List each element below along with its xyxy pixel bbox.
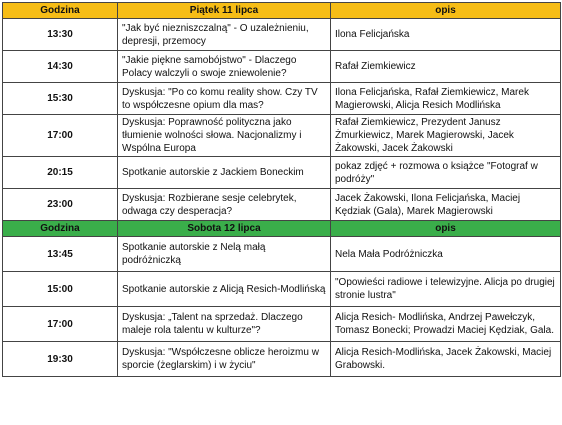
- day-saturday-section: [3, 221, 561, 377]
- header-day-title: Sobota 12 lipca: [118, 221, 331, 237]
- row-time: 15:00: [3, 272, 118, 307]
- table-row: [3, 115, 561, 157]
- row-event: Dyskusja: „Talent na sprzedaż. Dlaczego maleje rola talentu w kulturze"?: [118, 307, 331, 342]
- row-description: Alicja Resich- Modlińska, Andrzej Pawełczyk, Tomasz Bonecki; Prowadzi Maciej Kędziak, Gala.: [331, 307, 561, 342]
- row-event: Dyskusja: "Po co komu reality show. Czy TV to współczesne opium dla mas?: [118, 83, 331, 115]
- table-row: [3, 189, 561, 221]
- header-time: Godzina: [3, 221, 118, 237]
- day-friday-section: [3, 3, 561, 221]
- row-description: Ilona Felicjańska, Rafał Ziemkiewicz, Marek Magierowski, Alicja Resich Modlińska: [331, 83, 561, 115]
- table-header-row: [3, 3, 561, 19]
- row-description: Rafał Ziemkiewicz: [331, 51, 561, 83]
- header-day-title: Piątek 11 lipca: [118, 3, 331, 19]
- table-header-row: [3, 221, 561, 237]
- header-time: Godzina: [3, 3, 118, 19]
- schedule-table: [2, 2, 561, 377]
- table-row: [3, 19, 561, 51]
- row-time: 20:15: [3, 157, 118, 189]
- row-time: 15:30: [3, 83, 118, 115]
- row-time: 14:30: [3, 51, 118, 83]
- row-event: Spotkanie autorskie z Nelą małą podróżniczką: [118, 237, 331, 272]
- row-time: 19:30: [3, 342, 118, 377]
- row-time: 17:00: [3, 307, 118, 342]
- header-description: opis: [331, 221, 561, 237]
- row-event: Spotkanie autorskie z Jackiem Boneckim: [118, 157, 331, 189]
- table-row: [3, 272, 561, 307]
- row-time: 13:30: [3, 19, 118, 51]
- row-event: "Jak być niezniszczalną" - O uzależnieniu, depresji, przemocy: [118, 19, 331, 51]
- table-row: [3, 157, 561, 189]
- header-description: opis: [331, 3, 561, 19]
- table-row: [3, 342, 561, 377]
- row-description: Alicja Resich-Modlińska, Jacek Żakowski, Maciej Grabowski.: [331, 342, 561, 377]
- row-description: pokaz zdjęć + rozmowa o książce "Fotograf w podróży": [331, 157, 561, 189]
- row-event: Spotkanie autorskie z Alicją Resich-Modlińską: [118, 272, 331, 307]
- row-time: 17:00: [3, 115, 118, 157]
- row-time: 23:00: [3, 189, 118, 221]
- row-event: Dyskusja: "Współczesne oblicze heroizmu w sporcie (żeglarskim) i w życiu": [118, 342, 331, 377]
- row-description: Jacek Żakowski, Ilona Felicjańska, Maciej Kędziak (Gala), Marek Magierowski: [331, 189, 561, 221]
- row-event: Dyskusja: Poprawność polityczna jako tłumienie wolności słowa. Nacjonalizmy i Wspólna Europa: [118, 115, 331, 157]
- row-description: Nela Mała Podróżniczka: [331, 237, 561, 272]
- row-description: Rafał Ziemkiewicz, Prezydent Janusz Żmurkiewicz, Marek Magierowski, Jacek Żakowski, Jacek Żakowski: [331, 115, 561, 157]
- table-row: [3, 237, 561, 272]
- table-row: [3, 307, 561, 342]
- row-time: 13:45: [3, 237, 118, 272]
- row-description: Ilona Felicjańska: [331, 19, 561, 51]
- table-row: [3, 83, 561, 115]
- row-event: "Jakie piękne samobójstwo" - Dlaczego Polacy walczyli o swoje zniewolenie?: [118, 51, 331, 83]
- row-description: "Opowieści radiowe i telewizyjne. Alicja po drugiej stronie lustra": [331, 272, 561, 307]
- table-row: [3, 51, 561, 83]
- row-event: Dyskusja: Rozbierane sesje celebrytek, odwaga czy desperacja?: [118, 189, 331, 221]
